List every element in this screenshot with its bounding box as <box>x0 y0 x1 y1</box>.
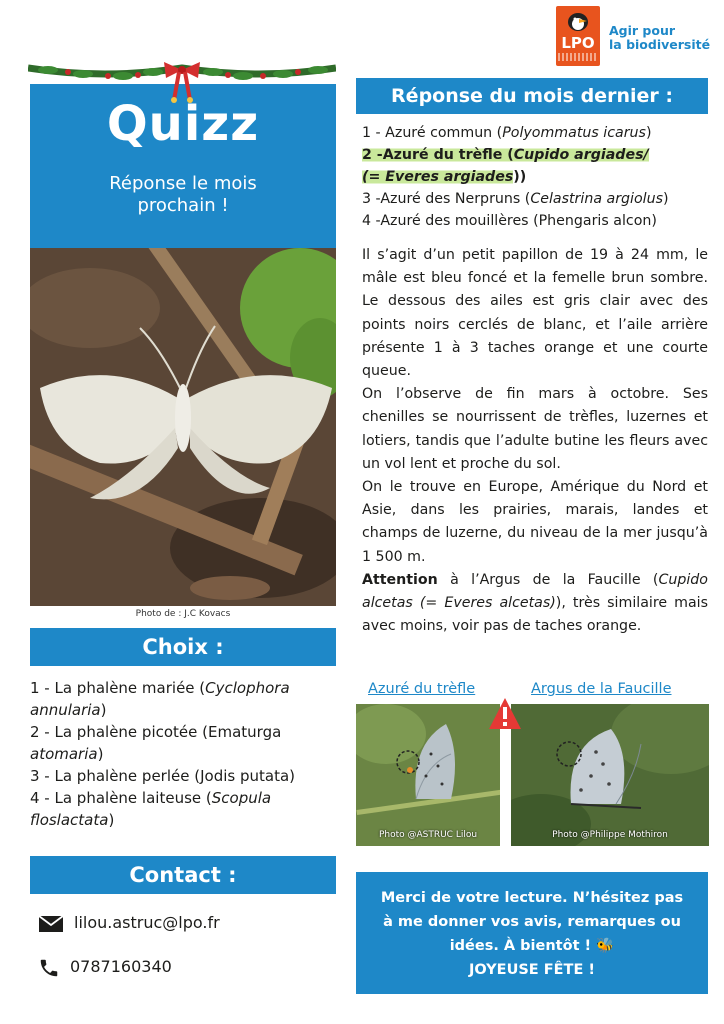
phone-row <box>38 956 172 979</box>
quiz-subtitle-line-2: prochain ! <box>137 195 229 216</box>
left-caption-link[interactable]: Azuré du trèfle <box>368 681 476 697</box>
answer-heading: Réponse du mois dernier : <box>356 78 708 114</box>
phone-number[interactable]: 0787160340 <box>70 957 172 976</box>
left-photo-credit: Photo @ASTRUC Lilou <box>378 830 478 840</box>
choice-latin: Scopula floslactata <box>30 789 272 829</box>
moth-photo <box>30 248 336 606</box>
email-link[interactable]: lilou.astruc@lpo.fr <box>74 913 220 932</box>
quiz-subtitle <box>60 173 306 217</box>
choice-end: ) <box>108 811 115 829</box>
slogan-line-2: la biodiversité <box>609 37 711 52</box>
choice-text: 1 - La phalène mariée ( <box>30 679 206 697</box>
choice-text: 4 - La phalène laiteuse ( <box>30 789 212 807</box>
list-item: 1 - Azuré commun (Polyommatus icarus) <box>362 125 652 141</box>
list-item <box>30 677 340 721</box>
azure-du-trefle-photo <box>356 704 500 846</box>
moth-image <box>30 248 336 606</box>
warning-icon <box>485 695 525 731</box>
logo-slogan <box>609 24 710 52</box>
list-item <box>30 787 340 831</box>
right-caption-link[interactable]: Argus de la Faucille <box>531 681 672 697</box>
choice-end: ) <box>100 701 107 719</box>
choice-latin: atomaria <box>30 745 98 763</box>
thanks-line-1: Merci de votre lecture. N’hésitez pas <box>380 890 684 906</box>
list-item: 3 -Azuré des Nerpruns (Celastrina argiolus) <box>362 191 669 207</box>
paragraph-2: On l’observe de fin mars à octobre. Ses chenilles se nourrissent de trèfles, luzernes et lotiers, tandis que l’adulte butine les fleurs avec un vol lent et proche du sol. <box>362 386 708 472</box>
description-text <box>362 244 708 638</box>
argus-de-la-faucille-photo <box>511 704 709 846</box>
thanks-box <box>356 872 708 994</box>
answer-list <box>362 122 712 232</box>
email-row <box>38 912 220 934</box>
quiz-subtitle-line-1: Réponse le mois <box>109 173 257 194</box>
paragraph-1: Il s’agit d’un petit papillon de 19 à 24 mm, le mâle est bleu foncé et la femelle brun sombre. Le dessous des ailes est gris clair avec des points noirs cerclés de blanc, et l’aile arrière présente 1 à 3 taches orange et une courte queue. <box>362 247 708 380</box>
choice-text: 3 - La phalène perlée (Jodis putata) <box>30 767 295 785</box>
correct-answer: 2 -Azuré du trèfle (Cupido argiades/ <box>362 147 649 163</box>
lpo-logo <box>556 6 600 66</box>
photo-credit: Photo de : J.C Kovacs <box>135 609 231 619</box>
choix-list <box>30 677 340 831</box>
choix-heading: Choix : <box>30 628 336 666</box>
logo-text: LPO <box>561 34 595 52</box>
right-photo-credit: Photo @Philippe Mothiron <box>552 830 668 840</box>
thanks-line-3: idées. À bientôt ! 🐝 <box>449 938 615 954</box>
quiz-title: Quizz <box>106 96 260 152</box>
thanks-line-4: JOYEUSE FÊTE ! <box>468 962 596 978</box>
envelope-icon <box>38 915 64 933</box>
list-item <box>30 721 340 765</box>
contact-heading: Contact : <box>30 856 336 894</box>
thanks-line-2: à me donner vos avis, remarques ou <box>383 914 681 930</box>
slogan-line-1: Agir pour <box>609 23 676 38</box>
puffin-icon <box>565 10 591 32</box>
choice-text: 2 - La phalène picotée (Ematurga <box>30 723 282 741</box>
list-item <box>30 765 340 787</box>
list-item: 4 -Azuré des mouillères (Phengaris alcon) <box>362 213 657 229</box>
paragraph-4: Attention à l’Argus de la Faucille (Cupido alcetas (= Everes alcetas)), très similaire mais avec moins, voir pas de taches orange. <box>362 571 708 635</box>
choice-latin: Cyclophora annularia <box>30 679 290 719</box>
correct-answer-line-2: (= Everes argiades)) <box>362 169 527 185</box>
paragraph-3: On le trouve en Europe, Amérique du Nord et Asie, dans les prairies, marais, landes et champs de luzerne, du niveau de la mer jusqu’à 1 500 m. <box>362 479 708 565</box>
choice-end: ) <box>97 745 104 763</box>
phone-icon <box>38 957 60 979</box>
